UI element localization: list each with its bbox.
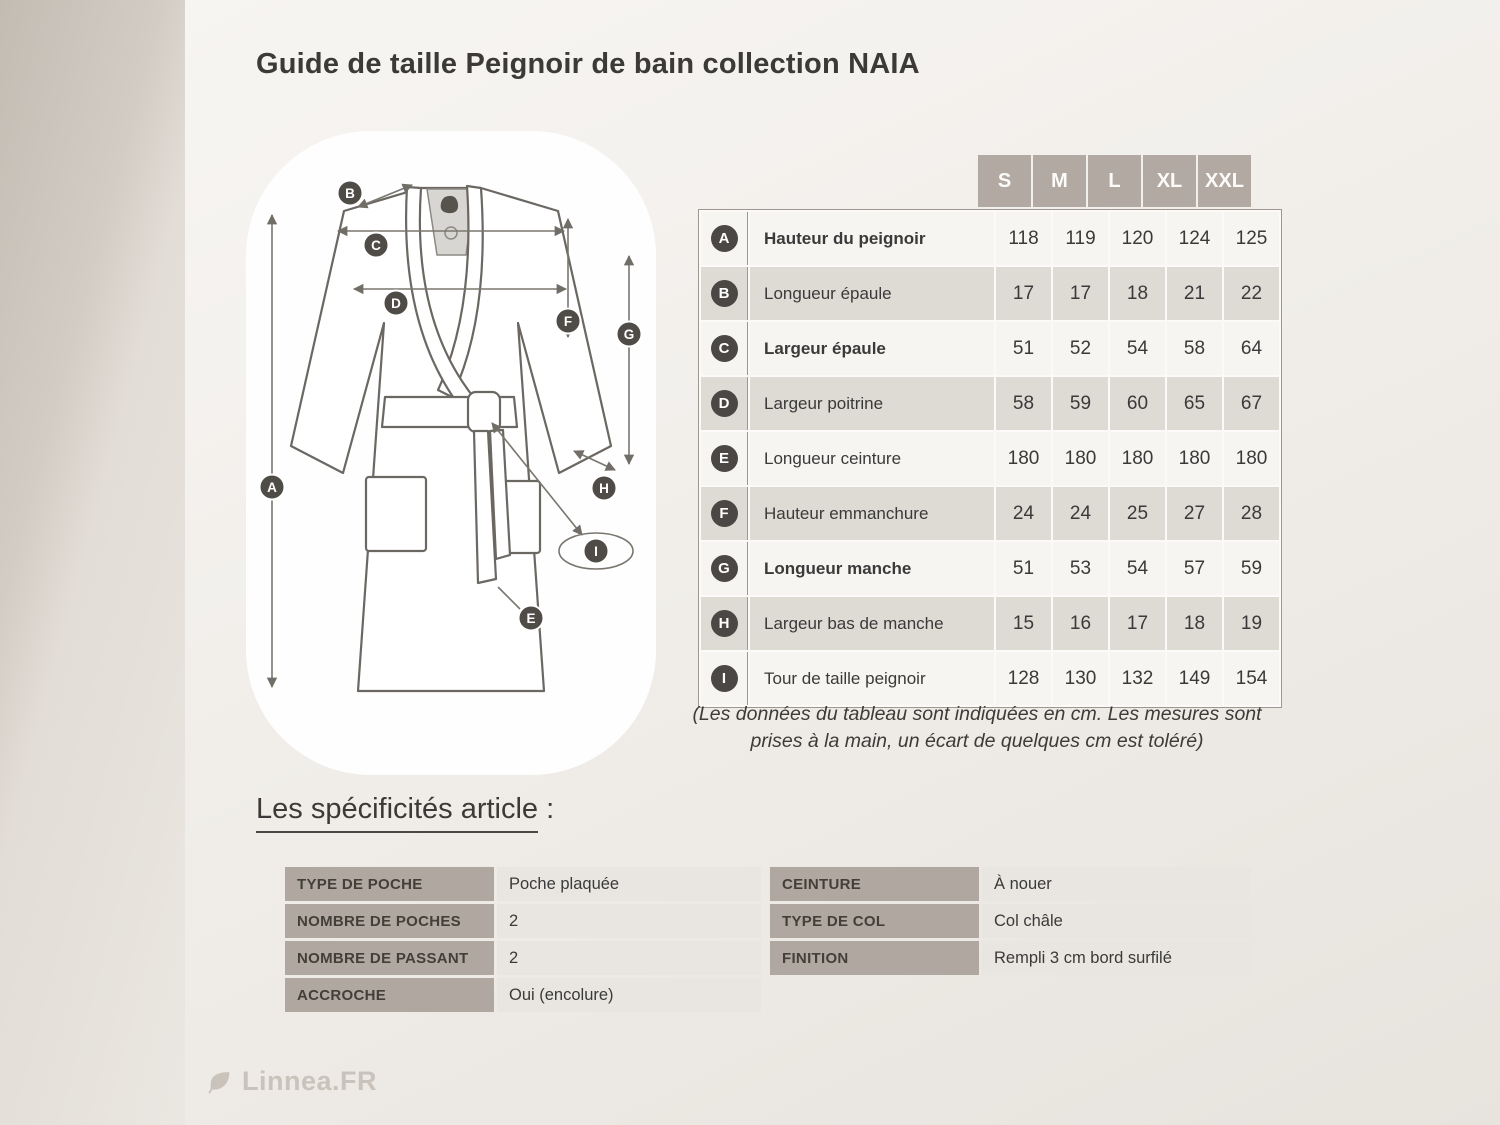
table-row bbox=[701, 597, 1279, 650]
left-pocket bbox=[366, 477, 426, 551]
spec-value: 2 bbox=[497, 941, 761, 975]
size-column-header: L bbox=[1088, 155, 1141, 207]
size-column-header: XL bbox=[1143, 155, 1196, 207]
leaf-icon bbox=[206, 1068, 234, 1096]
measure-value: 125 bbox=[1224, 212, 1279, 265]
measure-value: 59 bbox=[1053, 377, 1108, 430]
svg-text:D: D bbox=[391, 295, 401, 311]
measure-value: 52 bbox=[1053, 322, 1108, 375]
diagram-badge-g bbox=[617, 322, 642, 347]
spec-label: CEINTURE bbox=[770, 867, 979, 901]
watermark-text: Linnea.FR bbox=[242, 1066, 378, 1096]
diagram-badge-e bbox=[519, 606, 544, 631]
measure-value: 132 bbox=[1110, 652, 1165, 705]
table-row bbox=[701, 432, 1279, 485]
table-row bbox=[701, 267, 1279, 320]
measure-label: Hauteur du peignoir bbox=[750, 212, 994, 265]
row-letter-badge: E bbox=[711, 445, 738, 472]
table-row bbox=[701, 377, 1279, 430]
spec-value: À nouer bbox=[982, 867, 1251, 901]
measure-value: 180 bbox=[1053, 432, 1108, 485]
table-row bbox=[701, 652, 1279, 705]
specs-heading-text: Les spécificités article bbox=[256, 793, 538, 833]
spec-label: TYPE DE COL bbox=[770, 904, 979, 938]
row-letter-badge: B bbox=[711, 280, 738, 307]
measure-value: 54 bbox=[1110, 542, 1165, 595]
measure-value: 59 bbox=[1224, 542, 1279, 595]
row-letter-badge: I bbox=[711, 665, 738, 692]
svg-text:F: F bbox=[563, 313, 573, 329]
size-column-header: XXL bbox=[1198, 155, 1251, 207]
measure-value: 18 bbox=[1167, 597, 1222, 650]
row-letter-badge: C bbox=[711, 335, 738, 362]
measure-value: 57 bbox=[1167, 542, 1222, 595]
table-row bbox=[701, 212, 1279, 265]
measure-value: 28 bbox=[1224, 487, 1279, 540]
size-table-header bbox=[978, 155, 1251, 207]
specs-table-right bbox=[770, 867, 1251, 975]
diagram-badge-h bbox=[592, 476, 617, 501]
robe-outline bbox=[291, 186, 611, 691]
spec-label: NOMBRE DE PASSANT bbox=[285, 941, 494, 975]
diagram-badge-a bbox=[260, 475, 285, 500]
measure-label: Largeur épaule bbox=[750, 322, 994, 375]
spec-label: TYPE DE POCHE bbox=[285, 867, 494, 901]
measure-value: 180 bbox=[1110, 432, 1165, 485]
measure-value: 19 bbox=[1224, 597, 1279, 650]
diagram-badge-f bbox=[556, 309, 581, 334]
measure-value: 118 bbox=[996, 212, 1051, 265]
spec-label: NOMBRE DE POCHES bbox=[285, 904, 494, 938]
measure-value: 17 bbox=[996, 267, 1051, 320]
measure-value: 180 bbox=[1224, 432, 1279, 485]
spec-value: Oui (encolure) bbox=[497, 978, 761, 1012]
measure-value: 180 bbox=[996, 432, 1051, 485]
svg-text:I: I bbox=[594, 543, 598, 559]
row-letter-badge: H bbox=[711, 610, 738, 637]
size-column-header: S bbox=[978, 155, 1031, 207]
watermark bbox=[206, 1066, 377, 1097]
measure-value: 51 bbox=[996, 322, 1051, 375]
page-title: Guide de taille Peignoir de bain collection NAIA bbox=[256, 48, 920, 80]
svg-text:B: B bbox=[345, 185, 355, 201]
measure-value: 24 bbox=[996, 487, 1051, 540]
svg-text:G: G bbox=[623, 326, 635, 342]
svg-text:A: A bbox=[267, 479, 277, 495]
measure-value: 54 bbox=[1110, 322, 1165, 375]
spec-value: 2 bbox=[497, 904, 761, 938]
measure-value: 154 bbox=[1224, 652, 1279, 705]
measure-label: Largeur bas de manche bbox=[750, 597, 994, 650]
measure-value: 25 bbox=[1110, 487, 1165, 540]
measure-value: 128 bbox=[996, 652, 1051, 705]
diagram-badge-c bbox=[364, 233, 389, 258]
measure-value: 18 bbox=[1110, 267, 1165, 320]
measure-value: 58 bbox=[1167, 322, 1222, 375]
specs-heading bbox=[256, 793, 554, 833]
table-row bbox=[701, 322, 1279, 375]
size-column-header: M bbox=[1033, 155, 1086, 207]
measure-value: 17 bbox=[1053, 267, 1108, 320]
measure-value: 16 bbox=[1053, 597, 1108, 650]
diagram-badge-d bbox=[384, 291, 409, 316]
measure-value: 64 bbox=[1224, 322, 1279, 375]
measure-value: 130 bbox=[1053, 652, 1108, 705]
measure-label: Largeur poitrine bbox=[750, 377, 994, 430]
measure-value: 58 bbox=[996, 377, 1051, 430]
measure-value: 17 bbox=[1110, 597, 1165, 650]
diagram-badge-i bbox=[584, 539, 609, 564]
measure-value: 149 bbox=[1167, 652, 1222, 705]
spec-label: ACCROCHE bbox=[285, 978, 494, 1012]
measure-label: Longueur ceinture bbox=[750, 432, 994, 485]
row-letter-badge: G bbox=[711, 555, 738, 582]
measure-value: 51 bbox=[996, 542, 1051, 595]
spec-value: Rempli 3 cm bord surfilé bbox=[982, 941, 1251, 975]
svg-text:E: E bbox=[526, 610, 536, 626]
measure-value: 22 bbox=[1224, 267, 1279, 320]
table-note: (Les données du tableau sont indiquées en cm. Les mesures sont prises à la main, un écart de quelques cm est toléré) bbox=[692, 703, 1262, 752]
table-row bbox=[701, 487, 1279, 540]
spec-label: FINITION bbox=[770, 941, 979, 975]
robe-diagram-panel bbox=[246, 131, 656, 775]
measure-value: 60 bbox=[1110, 377, 1165, 430]
measure-value: 21 bbox=[1167, 267, 1222, 320]
svg-text:C: C bbox=[371, 237, 381, 253]
measure-value: 180 bbox=[1167, 432, 1222, 485]
measure-value: 24 bbox=[1053, 487, 1108, 540]
measure-value: 119 bbox=[1053, 212, 1108, 265]
measure-label: Longueur manche bbox=[750, 542, 994, 595]
row-letter-badge: D bbox=[711, 390, 738, 417]
size-table bbox=[698, 209, 1282, 708]
row-letter-badge: F bbox=[711, 500, 738, 527]
specs-heading-colon: : bbox=[538, 793, 555, 825]
measure-value: 53 bbox=[1053, 542, 1108, 595]
measure-label: Longueur épaule bbox=[750, 267, 994, 320]
row-letter-badge: A bbox=[711, 225, 738, 252]
measure-value: 124 bbox=[1167, 212, 1222, 265]
robe-diagram bbox=[246, 131, 656, 775]
measure-value: 120 bbox=[1110, 212, 1165, 265]
specs-table-left bbox=[285, 867, 761, 1012]
diagram-badge-b bbox=[338, 181, 363, 206]
spec-value: Poche plaquée bbox=[497, 867, 761, 901]
measure-value: 15 bbox=[996, 597, 1051, 650]
measure-value: 27 bbox=[1167, 487, 1222, 540]
measure-value: 65 bbox=[1167, 377, 1222, 430]
measure-label: Tour de taille peignoir bbox=[750, 652, 994, 705]
measure-value: 67 bbox=[1224, 377, 1279, 430]
table-row bbox=[701, 542, 1279, 595]
spec-value: Col châle bbox=[982, 904, 1251, 938]
measure-label: Hauteur emmanchure bbox=[750, 487, 994, 540]
svg-text:H: H bbox=[599, 480, 609, 496]
